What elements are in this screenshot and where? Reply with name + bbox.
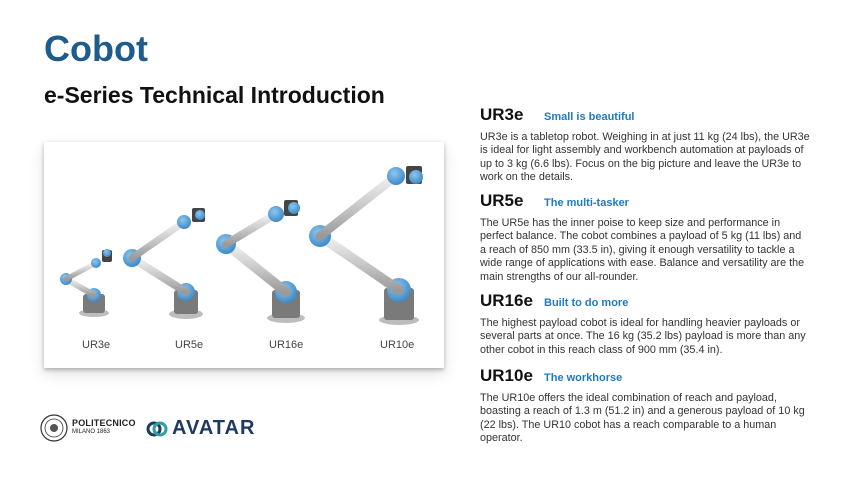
section-ur10e (480, 366, 810, 446)
section-tagline: Built to do more (544, 297, 629, 309)
page-title: Cobot (44, 28, 148, 69)
robot-ur16e (216, 200, 305, 323)
section-description: The highest payload cobot is ideal for handling heavier payloads or several parts at once. The 16 kg (35.2 lbs) payload is more than any other cobot in this reach class of 900 mm (35.4 in). (480, 317, 806, 356)
section-model: UR10e (480, 366, 533, 385)
robot-arms-illustration (44, 142, 444, 368)
section-model: UR3e (480, 105, 524, 124)
avatar-logo (146, 417, 255, 440)
section-tagline: Small is beautiful (544, 111, 635, 123)
polimi-name: POLITECNICO (72, 418, 136, 428)
robots-image (44, 142, 444, 368)
section-ur16e (480, 291, 810, 357)
polimi-logo (40, 414, 136, 442)
polimi-seal-icon (40, 414, 68, 442)
robot-label-ur3e: UR3e (82, 339, 111, 351)
section-tagline: The multi-tasker (544, 197, 629, 209)
robot-label-ur5e: UR5e (175, 339, 204, 351)
section-model: UR5e (480, 191, 524, 210)
robot-label-ur16e: UR16e (269, 339, 304, 351)
page-subtitle: e-Series Technical Introduction (44, 82, 385, 108)
robot-ur5e (123, 208, 205, 319)
section-description: The UR10e offers the ideal combination of reach and payload, boasting a reach of 1.3 m (51.2 in) and a generous payload of 10 kg (22 lbs). The UR10 cobot has a reach comparable to a human operator. (480, 392, 805, 445)
polimi-subtitle: MILANO 1863 (72, 429, 111, 435)
section-tagline: The workhorse (544, 372, 623, 384)
section-description: UR3e is a tabletop robot. Weighing in at just 11 kg (24 lbs), the UR3e is ideal for light assembly and workbench automation at payloads of up to 3 kg (6.6 lbs). Focus on the big picture and leave the UR3e to work on the details. (480, 131, 810, 184)
section-ur5e (480, 191, 810, 284)
section-model: UR16e (480, 291, 533, 310)
section-description: The UR5e has the inner poise to keep size and performance in perfect balance. The cobot combines a payload of 5 kg (11 lbs) and a reach of 850 mm (33.5 in), giving it enough versatility to tackle a wide range of applications with ease. Balance and versatility are the main strengths of our all-rounder. (480, 217, 805, 283)
robot-ur10e (309, 166, 423, 325)
robot-ur3e (60, 249, 112, 317)
robot-label-ur10e: UR10e (380, 339, 415, 351)
section-ur3e (480, 105, 810, 185)
avatar-mark-icon (146, 418, 168, 440)
avatar-name: AVATAR (172, 417, 256, 439)
